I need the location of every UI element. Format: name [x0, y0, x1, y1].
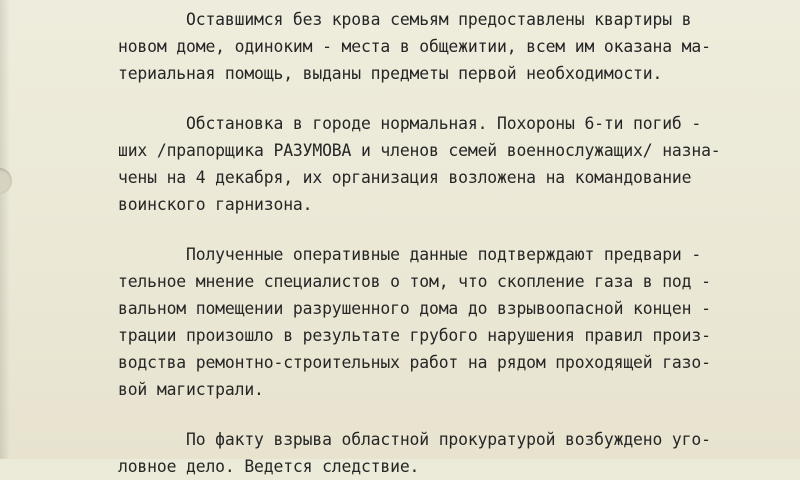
text-line: ловное дело. Ведется следствие. [118, 457, 420, 476]
paragraph-situation [118, 110, 778, 218]
text-line: чены на 4 декабря, их организация возложена на командование [118, 168, 692, 187]
text-line: териальная помощь, выданы предметы первой необходимости. [118, 64, 663, 83]
text-line: новом доме, одиноким - места в общежитии, всем им оказана ма- [118, 37, 711, 56]
text-line: тельное мнение специалистов о том, что скопление газа в под - [118, 272, 711, 291]
paragraph-gap [118, 87, 778, 110]
text-line: вой магистрали. [118, 380, 264, 399]
text-line: воинского гарнизона. [118, 195, 313, 214]
text-line: По факту взрыва областной прокуратурой возбуждено уго- [118, 430, 711, 449]
text-line: трации произошло в результате грубого нарушения правил произ- [118, 326, 711, 345]
typewritten-text [118, 6, 778, 480]
binder-hole [0, 168, 12, 194]
text-line: Полученные оперативные данные подтверждают предвари - [118, 245, 702, 264]
text-line: Обстановка в городе нормальная. Похороны 6-ти погиб - [118, 114, 702, 133]
text-line: водства ремонтно-строительных работ на рядом проходящей газо- [118, 353, 711, 372]
paragraph-investigation-data [118, 241, 778, 403]
text-line: вальном помещении разрушенного дома до взрывоопасной концен - [118, 299, 711, 318]
paragraph-gap [118, 218, 778, 241]
paragraph-gap [118, 403, 778, 426]
page-edge-shadow [0, 0, 10, 459]
paragraph-housing [118, 6, 778, 87]
text-line: Оставшимся без крова семьям предоставлены квартиры в [118, 10, 692, 29]
paragraph-criminal-case [118, 426, 778, 480]
text-line: ших /прапорщика РАЗУМОВА и членов семей военнослужащих/ назна- [118, 141, 721, 160]
